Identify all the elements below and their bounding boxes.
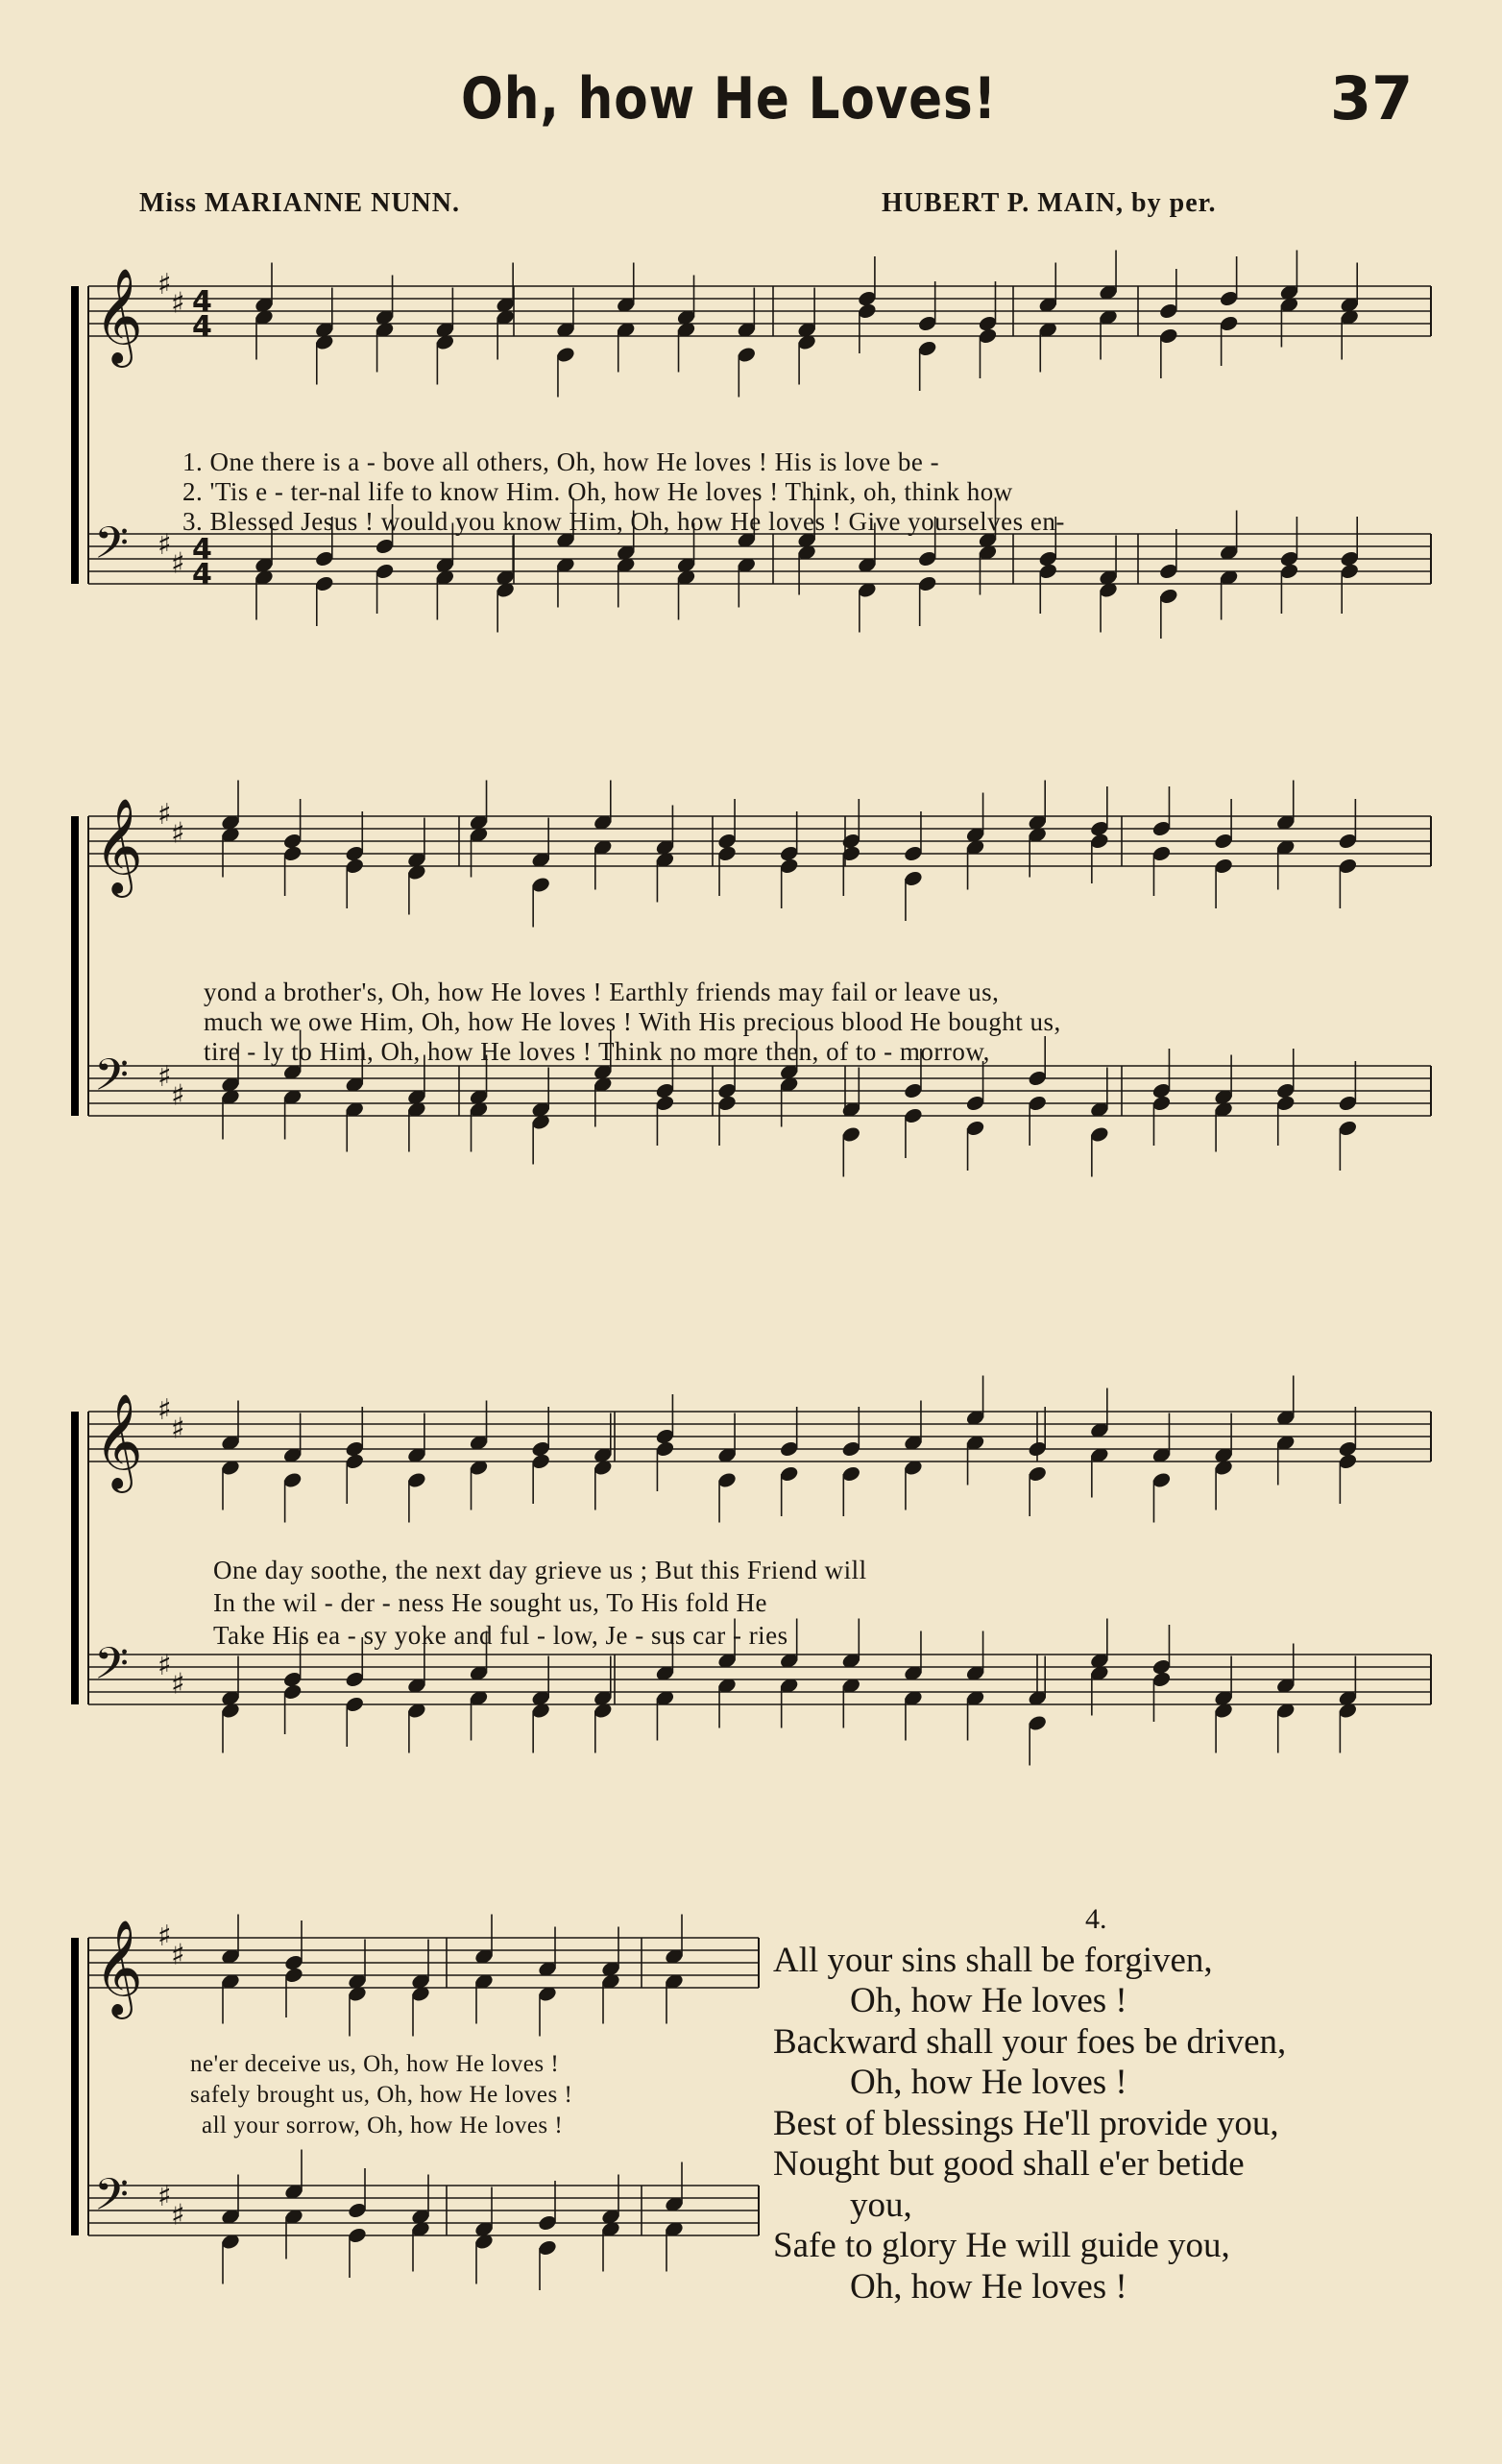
sharp-icon: ♯ xyxy=(157,267,172,302)
page-title: Oh, how He Loves! xyxy=(461,65,997,133)
treble-clef-icon: 𝄞 xyxy=(94,797,143,894)
sharp-icon: ♯ xyxy=(171,2198,185,2233)
sharp-icon: ♯ xyxy=(171,1938,185,1972)
system-brace xyxy=(71,1938,79,2235)
stanza-line: Nought but good shall e'er betide xyxy=(773,2144,1245,2184)
lyric-line: all your sorrow, Oh, how He loves ! xyxy=(202,2113,564,2138)
lyric-line: ne'er deceive us, Oh, how He loves ! xyxy=(190,2051,560,2077)
lyric-line: 3. Blessed Jesus ! would you know Him, Oh, how He loves ! Give yourselves en- xyxy=(182,507,1065,536)
time-signature: 4 xyxy=(192,533,212,567)
lyricist-credit: Miss MARIANNE NUNN. xyxy=(139,188,460,218)
sharp-icon: ♯ xyxy=(157,1392,172,1427)
sharp-icon: ♯ xyxy=(157,2179,172,2213)
time-signature: 4 xyxy=(192,558,212,592)
lyric-line: Take His ea - sy yoke and ful - low, Je - sus car - ries xyxy=(213,1621,788,1650)
sharp-icon: ♯ xyxy=(157,527,172,562)
treble-clef-icon: 𝄞 xyxy=(94,1919,143,2016)
lyric-line: 2. 'Tis e - ter-nal life to know Him. Oh, how He loves ! Think, oh, think how xyxy=(182,477,1013,506)
stanza-line: Oh, how He loves ! xyxy=(850,1981,1127,2020)
sharp-icon: ♯ xyxy=(157,1919,172,1953)
stanza-number: 4. xyxy=(1085,1903,1107,1935)
bass-clef-icon: 𝄢 xyxy=(94,1637,130,1701)
system-brace xyxy=(71,286,79,584)
system-brace xyxy=(71,1412,79,1704)
time-signature: 4 xyxy=(192,310,212,344)
stanza-line: Best of blessings He'll provide you, xyxy=(773,2103,1279,2143)
sharp-icon: ♯ xyxy=(157,1648,172,1682)
stanza-line: Safe to glory He will guide you, xyxy=(773,2226,1230,2265)
lyric-line: safely brought us, Oh, how He loves ! xyxy=(190,2082,573,2108)
composer-credit: HUBERT P. MAIN, by per. xyxy=(882,188,1217,218)
lyric-line: In the wil - der - ness He sought us, To His fold He xyxy=(213,1588,768,1617)
treble-clef-icon: 𝄞 xyxy=(94,1392,143,1489)
bass-clef-icon: 𝄢 xyxy=(94,1049,130,1112)
lyric-line: yond a brother's, Oh, how He loves ! Earthly friends may fail or leave us, xyxy=(204,978,1000,1006)
page-number: 37 xyxy=(1330,63,1414,133)
sharp-icon: ♯ xyxy=(171,1667,185,1702)
lyric-line: much we owe Him, Oh, how He loves ! With His precious blood He bought us, xyxy=(204,1007,1061,1036)
system-brace xyxy=(71,816,79,1116)
sharp-icon: ♯ xyxy=(171,816,185,851)
sharp-icon: ♯ xyxy=(171,546,185,581)
lyric-line: tire - ly to Him, Oh, how He loves ! Think no more then, of to - morrow, xyxy=(204,1037,990,1066)
sharp-icon: ♯ xyxy=(171,1078,185,1113)
lyric-line: One day soothe, the next day grieve us ; But this Friend will xyxy=(213,1556,867,1584)
stanza-line: Oh, how He loves ! xyxy=(850,2063,1127,2102)
stanza-line: Oh, how He loves ! xyxy=(850,2266,1127,2307)
sharp-icon: ♯ xyxy=(157,1059,172,1094)
stanza-line: All your sins shall be forgiven, xyxy=(773,1940,1213,1980)
sharp-icon: ♯ xyxy=(171,286,185,321)
bass-clef-icon: 𝄢 xyxy=(94,517,130,580)
stanza-line: you, xyxy=(850,2185,912,2225)
sharp-icon: ♯ xyxy=(171,1412,185,1446)
sharp-icon: ♯ xyxy=(157,797,172,832)
lyric-line: 1. One there is a - bove all others, Oh, how He loves ! His is love be - xyxy=(182,447,940,476)
bass-clef-icon: 𝄢 xyxy=(94,2168,130,2232)
stanza-line: Backward shall your foes be driven, xyxy=(773,2021,1287,2062)
treble-clef-icon: 𝄞 xyxy=(94,267,143,364)
time-signature: 4 xyxy=(192,285,212,319)
stanza-four xyxy=(773,1899,1465,2307)
